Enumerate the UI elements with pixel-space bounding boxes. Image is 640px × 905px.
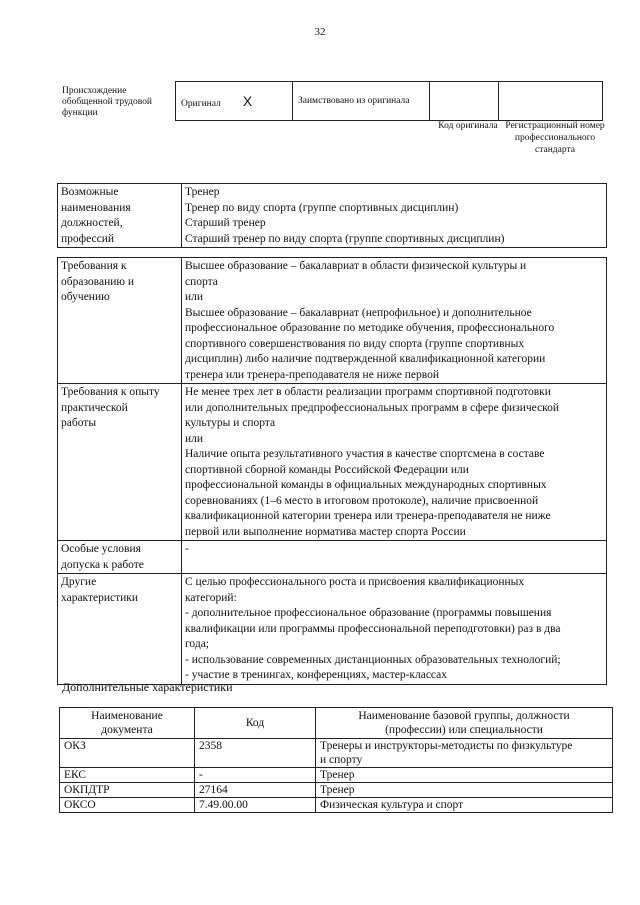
original-label: Оригинал: [181, 99, 221, 109]
row-code: 27164: [195, 783, 316, 798]
positions-value: Тренер Тренер по виду спорта (группе спортивных дисциплин) Старший тренер Старший тренер по виду спорта (группе спортивных дисциплин): [182, 184, 607, 248]
requirements-table: [57, 257, 607, 685]
header-document: Наименование документа: [60, 708, 195, 739]
experience-value: Не менее трех лет в области реализации программ спортивной подготовки или дополнительных предпрофессиональных программ в сфере физической культуры и спорта или Наличие опыта результативного участия в качестве спортсмена в составе спортивной сборной команды Российской Федерации или профессиональной команды в официальных международных спортивных соревнованиях (1–6 место в итоговом протоколе), наличие присвоенной квалификационной категории тренера или тренера-преподавателя не ниже первой или выполнение норматива мастер спорта России: [182, 384, 607, 541]
experience-label: Требования к опыту практической работы: [58, 384, 182, 541]
other-characteristics-value: С целью профессионального роста и присвоения квалификационных категорий: - дополнительное профессиональное образование (программы повышения квалификации или программы профессиональной переподготовки) раз в два года; - использование современных дистанционных образовательных технологий; - участие в тренингах, конференциях, мастер-классах: [182, 574, 607, 685]
education-row: [58, 258, 607, 384]
row-doc: ОКПДТР: [60, 783, 195, 798]
origin-table: [175, 81, 603, 121]
row-doc: ОКЗ: [60, 739, 195, 768]
experience-row: [58, 384, 607, 541]
positions-table: [57, 183, 607, 248]
borrowed-label: Заимствовано из оригинала: [298, 95, 410, 106]
additional-header-row: [60, 708, 613, 739]
reg-number-caption: Регистрационный номер профессионального стандарта: [505, 121, 605, 155]
header-name: Наименование базовой группы, должности (профессии) или специальности: [316, 708, 613, 739]
table-row: [60, 783, 613, 798]
original-cell: [176, 82, 293, 121]
special-conditions-row: [58, 541, 607, 574]
row-name: Тренер: [316, 768, 613, 783]
header-code: Код: [195, 708, 316, 739]
reg-number-cell: [499, 82, 603, 121]
original-mark: X: [242, 93, 253, 109]
table-row: [60, 798, 613, 813]
other-characteristics-label: Другие характеристики: [58, 574, 182, 685]
code-original-caption: Код оригинала: [438, 121, 498, 131]
additional-table: [59, 707, 613, 813]
row-code: 2358: [195, 739, 316, 768]
page-number: 32: [314, 26, 326, 38]
row-name: Тренер: [316, 783, 613, 798]
row-doc: ОКСО: [60, 798, 195, 813]
borrowed-cell: [293, 82, 430, 121]
additional-title: Дополнительные характеристики: [62, 680, 233, 694]
table-row: [60, 739, 613, 768]
code-original-cell: [430, 82, 499, 121]
origin-label: Происхождение обобщенной трудовой функции: [62, 86, 152, 118]
education-value: Высшее образование – бакалавриат в области физической культуры и спорта или Высшее образование – бакалавриат (непрофильное) и дополнительное профессиональное образование по методике обучения, профессионального спортивного совершенствования по виду спорта (группе спортивных дисциплин) либо наличие подтвержденной квалификационной категории тренера или тренера-преподавателя не ниже первой: [182, 258, 607, 384]
other-characteristics-row: [58, 574, 607, 685]
table-row: [60, 768, 613, 783]
special-conditions-label: Особые условия допуска к работе: [58, 541, 182, 574]
row-code: 7.49.00.00: [195, 798, 316, 813]
row-doc: ЕКС: [60, 768, 195, 783]
row-code: -: [195, 768, 316, 783]
row-name: Тренеры и инструкторы-методисты по физкультуре и спорту: [316, 739, 613, 768]
education-label: Требования к образованию и обучению: [58, 258, 182, 384]
row-name: Физическая культура и спорт: [316, 798, 613, 813]
positions-label: Возможные наименования должностей, профессий: [58, 184, 182, 248]
special-conditions-value: -: [182, 541, 607, 574]
